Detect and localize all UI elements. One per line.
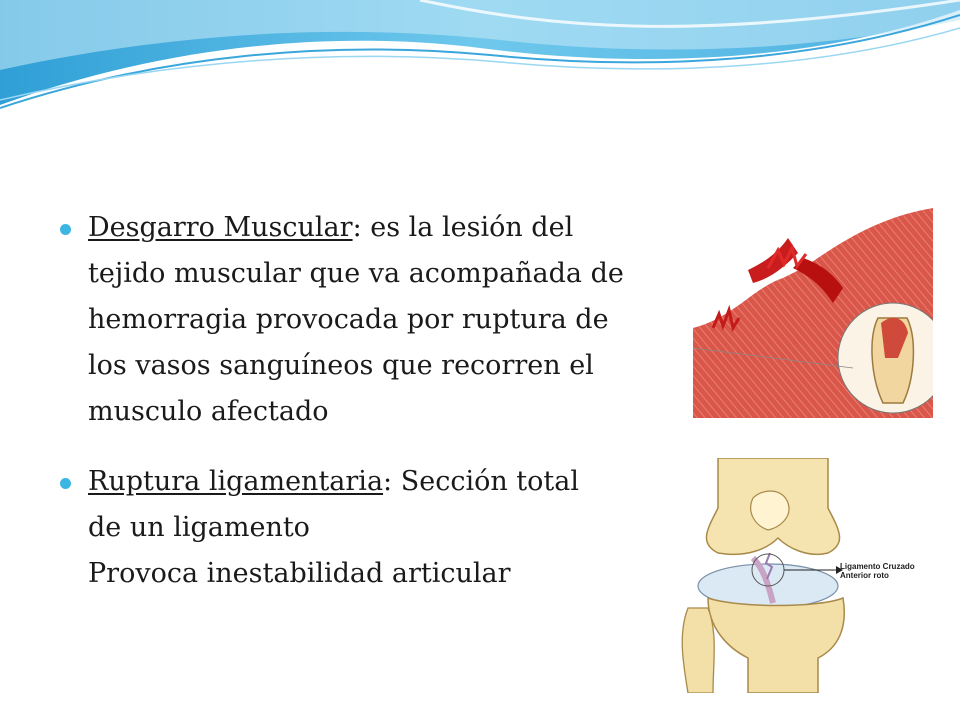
bullet-text: de un ligamento [88, 512, 310, 543]
knee-label-line: Ligamento Cruzado [840, 562, 915, 571]
knee-label-line: Anterior roto [840, 571, 889, 580]
term-ruptura-ligamentaria: Ruptura ligamentaria [88, 466, 384, 497]
bullet-desgarro-muscular [60, 205, 660, 435]
knee-ligament-label [840, 562, 915, 580]
knee-ligament-illustration [668, 458, 923, 693]
slide-body [60, 205, 660, 597]
bullet-text: hemorragia provocada por ruptura de [88, 304, 609, 335]
header-wave-decoration [0, 0, 960, 130]
bullet-ruptura-ligamentaria [60, 459, 660, 597]
muscle-tear-illustration [693, 208, 933, 418]
bullet-text: : es la lesión del [352, 212, 574, 243]
bullet-text: : Sección total [383, 466, 579, 497]
bullet-text: musculo afectado [88, 396, 329, 427]
bullet-text: Provoca inestabilidad articular [88, 558, 511, 589]
bullet-text: tejido muscular que va acompañada de [88, 258, 624, 289]
bullet-text: los vasos sanguíneos que recorren el [88, 350, 594, 381]
term-desgarro-muscular: Desgarro Muscular [88, 212, 353, 243]
